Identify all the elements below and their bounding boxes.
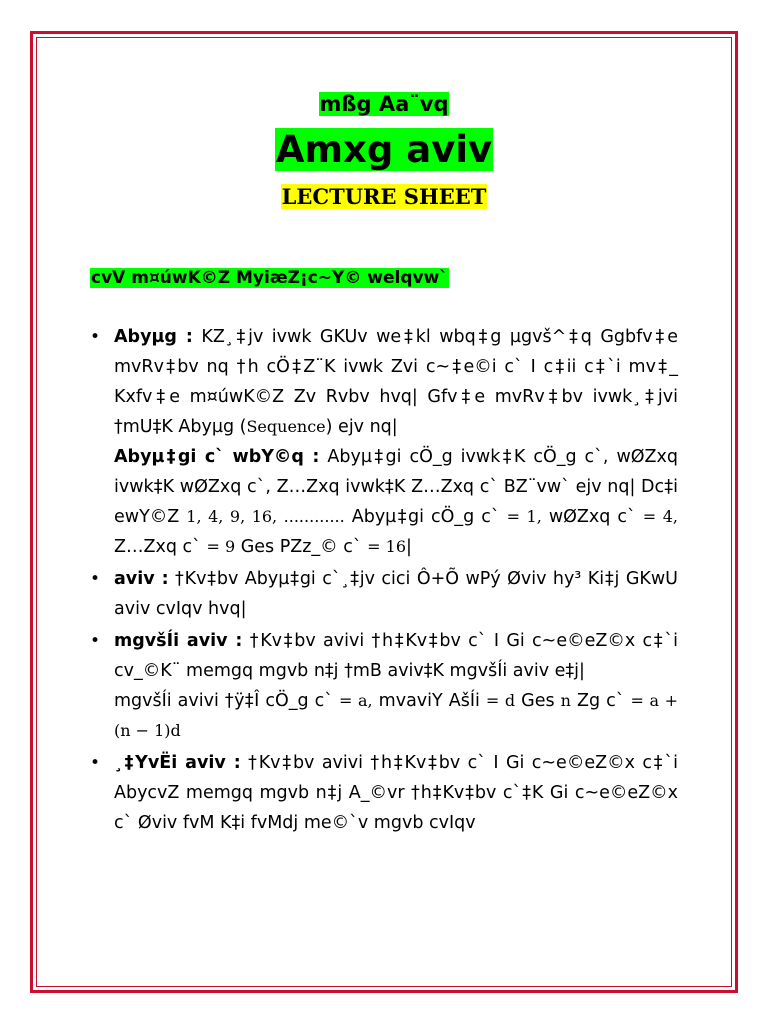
bullet-list bbox=[90, 322, 678, 840]
section-heading: cvV m¤úwK©Z MyiæZ¡c~Y© welqvw` bbox=[91, 268, 448, 288]
bullet-icon: • bbox=[90, 327, 101, 347]
definition-arithmetic-series: mgvšÍi aviv : †Kv‡bv avivi †h‡Kv‡bv c` I Gi c~e©eZ©x c‡`i cv_©K¨ memgq mgvb n‡j †mB aviv‡K mgvšÍi aviv e‡j| bbox=[114, 631, 678, 681]
bullet-icon: • bbox=[90, 631, 101, 651]
list-item bbox=[90, 322, 678, 562]
list-item bbox=[90, 626, 678, 746]
chapter-subtitle: mßg Aa¨vq bbox=[319, 92, 449, 116]
definition-series: aviv : †Kv‡bv Abyµ‡gi c`¸‡jv cici Ô+Õ wPý Øviv hy³ Ki‡j GKwU aviv cvIqv hvq| bbox=[114, 569, 678, 619]
lecture-sheet-label: LECTURE SHEET bbox=[281, 184, 487, 209]
definition-sequence: Abyµg : KZ¸‡jv ivwk GKUv we‡kl wbq‡g µgvš^‡q Ggbfv‡e mvRv‡bv nq †h cÖ‡Z¨K ivwk Zvi c~‡e©i c` I c‡ii c‡`i mv‡_ Kxfv‡e m¤úwK©Z Zv Rvbv hvq| Gfv‡e mvRv‡bv ivwk¸‡jvi †mU‡K Abyµg (Sequence) ejv nq| bbox=[114, 327, 678, 437]
arithmetic-series-formula: mgvšÍi avivi †ÿ‡Î cÖ_g c` = a, mvaviY AšÍi = d Ges n Zg c` = a + (n − 1)d bbox=[114, 691, 678, 740]
list-item bbox=[90, 748, 678, 838]
definition-sequence-term: Abyµ‡gi c` wbY©q : Abyµ‡gi cÖ_g ivwk‡K cÖ_g c`, wØZxq ivwk‡K wØZxq c`, Z…Zxq ivwk‡K Z…Zxq c` BZ¨vw` ejv nq| Dc‡i ewY©Z 1, 4, 9, 16, ............ Abyµ‡gi cÖ_g c` = 1, wØZxq c` = 4, Z…Zxq c` = 9 Ges PZz_© c` = 16| bbox=[114, 447, 679, 557]
bullet-icon: • bbox=[90, 753, 101, 773]
definition-geometric-series: ¸‡YvËi aviv : †Kv‡bv avivi †h‡Kv‡bv c` I Gi c~e©eZ©x c‡`i AbycvZ memgq mgvb n‡j A_©vr †h‡Kv‡bv c`‡K Gi c~e©eZ©x c` Øviv fvM K‡i fvMdj me©`v mgvb cvIqv bbox=[114, 753, 679, 833]
chapter-title: Amxg aviv bbox=[275, 128, 493, 171]
bullet-icon: • bbox=[90, 569, 101, 589]
list-item bbox=[90, 564, 678, 624]
